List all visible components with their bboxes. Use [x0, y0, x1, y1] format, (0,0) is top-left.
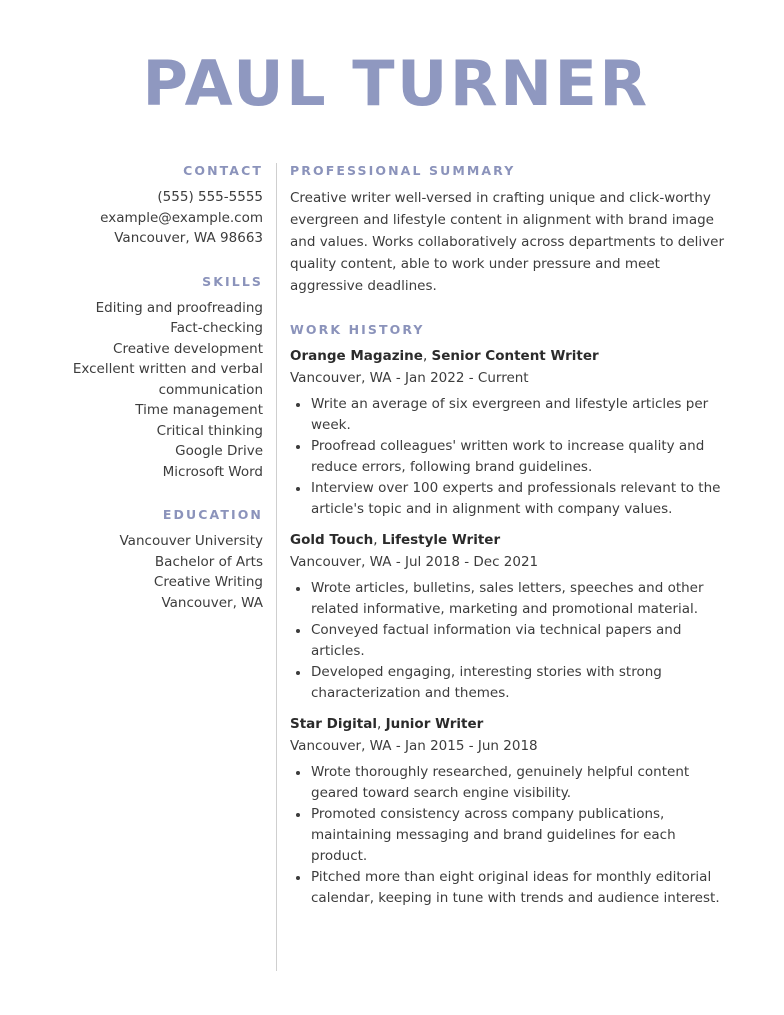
sidebar — [0, 163, 263, 613]
resume-body — [0, 163, 784, 971]
list-item: Vancouver University — [119, 533, 263, 549]
bullet-icon — [296, 445, 300, 449]
job-separator: , — [373, 532, 382, 548]
list-item — [290, 478, 728, 520]
list-item: Microsoft Word — [162, 463, 263, 480]
bullet-text: Wrote thoroughly researched, genuinely helpful content geared toward search engine visibility. — [311, 764, 690, 801]
list-item: Critical thinking — [156, 422, 263, 439]
list-item: Google Drive — [175, 443, 263, 459]
page-title: PAUL TURNER — [142, 47, 650, 120]
job-meta: Vancouver, WA - Jan 2022 - Current — [290, 370, 529, 386]
contact-section — [0, 163, 263, 249]
divider-line — [276, 163, 277, 971]
bullet-icon — [296, 629, 300, 633]
list-item — [290, 867, 728, 909]
bullet-icon — [296, 403, 300, 407]
professional-summary-text: Creative writer well-versed in crafting unique and click-worthy evergreen and lifestyle content in alignment with brand image and values. Works collaboratively across departments to deliver quality content, able to work under pressure and meet aggressive deadlines. — [290, 190, 724, 294]
job-role: Junior Writer — [385, 716, 484, 732]
job-title-line — [290, 347, 728, 366]
bullet-icon — [296, 587, 300, 591]
job-meta: Vancouver, WA - Jul 2018 - Dec 2021 — [290, 554, 539, 570]
list-item — [290, 620, 728, 662]
list-item — [290, 394, 728, 436]
bullet-icon — [296, 671, 300, 675]
main-content — [290, 163, 784, 909]
list-item: Editing and proofreading — [95, 299, 263, 316]
job-company: Star Digital — [290, 716, 377, 732]
contact-list — [0, 187, 263, 249]
education-heading: EDUCATION — [162, 507, 263, 522]
skills-heading: SKILLS — [202, 273, 263, 289]
list-item — [290, 578, 728, 620]
list-item: Creative development — [113, 340, 263, 357]
resume-header — [0, 48, 784, 120]
bullet-text: Write an average of six evergreen and lifestyle articles per week. — [311, 396, 709, 433]
list-item: example@example.com — [100, 209, 263, 226]
work-history-heading: WORK HISTORY — [290, 322, 425, 337]
job-role: Senior Content Writer — [431, 348, 599, 364]
list-item — [290, 762, 728, 804]
list-item: Vancouver, WA — [161, 594, 263, 611]
job-separator: , — [376, 716, 386, 732]
work-history-entry — [290, 715, 728, 909]
column-divider — [263, 163, 290, 971]
bullet-icon — [296, 813, 300, 817]
bullet-text: Pitched more than eight original ideas for monthly editorial calendar, keeping in tune with trends and audience interest. — [311, 869, 720, 906]
job-bullet-list — [290, 394, 728, 520]
job-role: Lifestyle Writer — [381, 532, 501, 548]
work-history-entry — [290, 531, 728, 704]
work-history-entry — [290, 347, 728, 520]
list-item: Vancouver, WA 98663 — [114, 230, 263, 246]
job-bullet-list — [290, 578, 728, 704]
bullet-text: Interview over 100 experts and professionals relevant to the article's topic and in alignment with company values. — [311, 480, 721, 517]
education-section — [0, 507, 263, 613]
work-history-section — [290, 322, 728, 909]
list-item: Creative Writing — [153, 574, 263, 590]
list-item: Time management — [135, 402, 263, 418]
skills-section — [0, 274, 263, 483]
bullet-text: Conveyed factual information via technical papers and articles. — [311, 622, 682, 659]
bullet-icon — [296, 771, 300, 775]
professional-summary-section — [290, 163, 728, 297]
bullet-icon — [296, 487, 300, 491]
job-separator: , — [422, 348, 432, 364]
contact-heading: CONTACT — [183, 163, 263, 178]
list-item: Bachelor of Arts — [154, 553, 263, 570]
job-company: Orange Magazine — [290, 348, 423, 364]
list-item — [290, 804, 728, 867]
list-item — [290, 662, 728, 704]
job-title-line — [290, 715, 728, 734]
list-item: Fact-checking — [170, 320, 263, 336]
bullet-text: Developed engaging, interesting stories with strong characterization and themes. — [311, 664, 662, 701]
professional-summary-heading: PROFESSIONAL SUMMARY — [290, 163, 516, 178]
job-meta: Vancouver, WA - Jan 2015 - Jun 2018 — [290, 738, 538, 754]
education-list — [0, 531, 263, 613]
bullet-text: Wrote articles, bulletins, sales letters, speeches and other related informative, marketing and promotional material. — [311, 580, 704, 617]
list-item: Excellent written and verbal communication — [72, 361, 263, 398]
job-company: Gold Touch — [290, 532, 374, 548]
job-title-line — [290, 531, 728, 550]
bullet-icon — [296, 876, 300, 880]
list-item: (555) 555-5555 — [157, 189, 263, 205]
skills-list — [0, 298, 263, 483]
bullet-text: Proofread colleagues' written work to increase quality and reduce errors, following brand guidelines. — [311, 438, 705, 475]
bullet-text: Promoted consistency across company publications, maintaining messaging and brand guidelines for each product. — [311, 806, 676, 864]
list-item — [290, 436, 728, 478]
job-bullet-list — [290, 762, 728, 909]
